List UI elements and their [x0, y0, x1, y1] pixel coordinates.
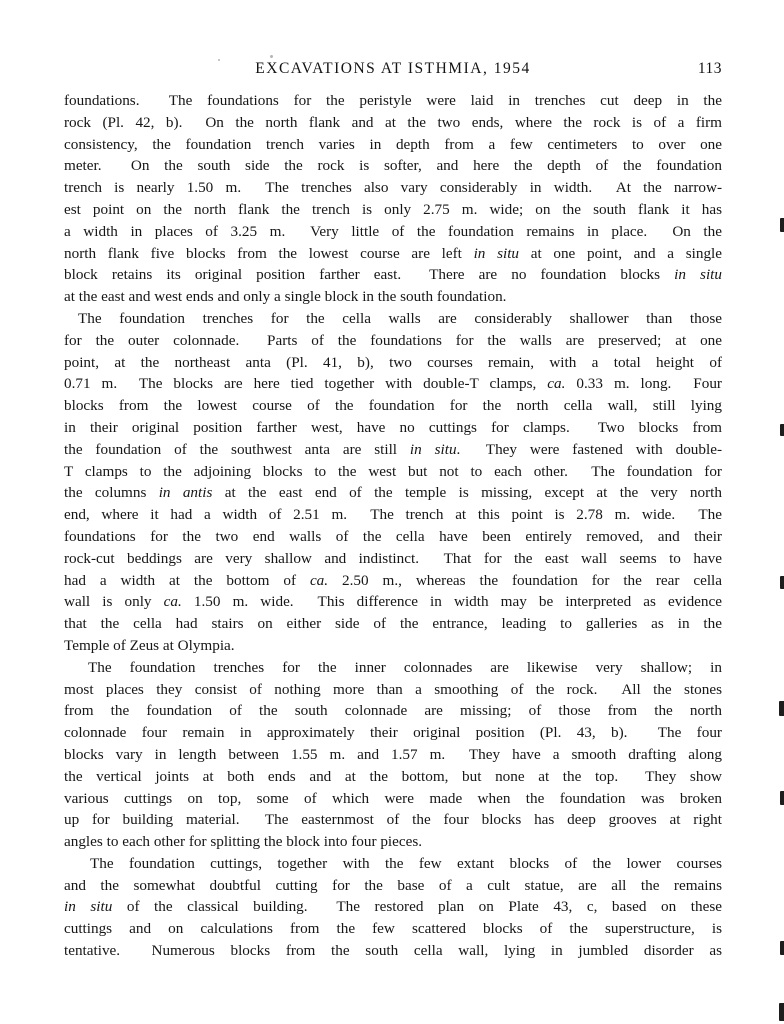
text-segment: 0.33 m. long. Four — [565, 375, 722, 393]
text-segment: The foundation cuttings, together with the few extant blocks of the lower courses — [90, 854, 722, 872]
text-line — [64, 548, 722, 570]
scan-edge-mark — [780, 941, 784, 955]
text-segment: est point on the north flank the trench is only 2.75 m. wide; on the south flank it has — [64, 200, 722, 218]
text-line — [64, 831, 722, 853]
text-segment: Temple of Zeus at Olympia. — [64, 636, 235, 654]
text-segment: The foundation trenches for the inner colonnades are likewise very shallow; in — [88, 658, 722, 676]
text-segment: block retains its original position farther east. There are no foundation blocks — [64, 266, 675, 284]
text-line — [64, 286, 722, 308]
text-segment: 1.50 m. wide. This difference in width may be interpreted as evidence — [181, 593, 722, 611]
text-segment: foundations for the two end walls of the cella have been entirely removed, and their — [64, 527, 722, 545]
text-line — [64, 308, 722, 330]
text-segment: foundations. The foundations for the peristyle were laid in trenches cut deep in the — [64, 92, 722, 109]
scan-speck — [218, 59, 220, 61]
text-segment: north flank five blocks from the lowest course are left — [64, 244, 474, 262]
text-segment: 2.50 m., whereas the foundation for the rear cella — [328, 571, 722, 589]
text-line — [64, 853, 722, 875]
page-header-title: EXCAVATIONS AT ISTHMIA, 1954 — [255, 60, 531, 77]
text-line — [64, 744, 722, 766]
text-line — [64, 788, 722, 810]
paragraph — [64, 90, 722, 308]
text-segment: colonnade four remain in approximately their original position (Pl. 43, b). The four — [64, 724, 722, 742]
scan-edge-mark — [780, 791, 784, 805]
text-segment: end, where it had a width of 2.51 m. The trench at this point is 2.78 m. wide. The — [64, 506, 722, 524]
body-text — [64, 90, 722, 962]
page-number: 113 — [697, 60, 722, 77]
text-line — [64, 352, 722, 374]
text-line — [64, 155, 722, 177]
running-header — [64, 59, 722, 79]
text-segment: from the foundation of the south colonnade are missing; of those from the north — [64, 702, 722, 720]
text-line — [64, 700, 722, 722]
text-segment: consistency, the foundation trench varies in depth from a few centimeters to over one — [64, 135, 722, 153]
text-line — [64, 875, 722, 897]
text-line — [64, 482, 722, 504]
text-segment: . They were fastened with double- — [456, 440, 722, 458]
text-segment: blocks from the lowest course of the foundation for the north cella wall, still lying — [64, 397, 722, 415]
scan-edge-mark — [780, 576, 784, 589]
text-segment: 0.71 m. The blocks are here tied together with double-T clamps, — [64, 375, 548, 393]
scan-edge-mark — [780, 218, 784, 232]
text-line — [64, 722, 722, 744]
italic-text-segment: ca. — [309, 571, 329, 589]
text-segment: trench is nearly 1.50 m. The trenches also vary considerably in width. At the narrow- — [64, 179, 722, 197]
text-segment: the vertical joints at both ends and at the bottom, but none at the top. They show — [64, 767, 722, 785]
italic-text-segment: in antis — [158, 484, 213, 502]
text-line — [64, 657, 722, 679]
text-line — [64, 330, 722, 352]
text-line — [64, 395, 722, 417]
text-segment: had a width at the bottom of — [64, 571, 310, 589]
text-segment: rock (Pl. 42, b). On the north flank and at the two ends, where the rock is of a firm — [64, 113, 722, 131]
text-line — [64, 613, 722, 635]
text-line — [64, 134, 722, 156]
text-segment: for the outer colonnade. Parts of the foundations for the walls are preserved; at one — [64, 331, 722, 349]
text-segment: cuttings and on calculations from the few scattered blocks of the superstructure, is — [64, 920, 722, 938]
text-line — [64, 373, 722, 395]
text-segment: at the east and west ends and only a single block in the south foundation. — [64, 288, 507, 306]
text-segment: rock-cut beddings are very shallow and indistinct. That for the east wall seems to have — [64, 549, 722, 567]
italic-text-segment: in situ — [674, 266, 722, 284]
text-line — [64, 264, 722, 286]
text-line — [64, 635, 722, 657]
italic-text-segment: in situ — [64, 898, 113, 916]
scan-edge-mark — [779, 1003, 784, 1021]
text-line — [64, 439, 722, 461]
text-segment: point, at the northeast anta (Pl. 41, b), two courses remain, with a total height of — [64, 353, 722, 371]
italic-text-segment: ca. — [163, 593, 182, 611]
text-segment: most places they consist of nothing more than a smoothing of the rock. All the stones — [64, 680, 722, 698]
text-line — [64, 896, 722, 918]
text-line — [64, 177, 722, 199]
text-segment: the foundation of the southwest anta are still — [64, 440, 410, 458]
text-line — [64, 112, 722, 134]
text-line — [64, 570, 722, 592]
paragraph — [64, 308, 722, 657]
text-segment: in their original position farther west, have no cuttings for clamps. Two blocks from — [64, 418, 722, 436]
text-segment: tentative. Numerous blocks from the south cella wall, lying in jumbled disorder as — [64, 942, 722, 960]
text-segment: a width in places of 3.25 m. Very little of the foundation remains in place. On the — [64, 222, 722, 240]
paragraph — [64, 853, 722, 962]
text-line — [64, 504, 722, 526]
italic-text-segment: ca. — [547, 375, 566, 393]
text-segment: meter. On the south side the rock is softer, and here the depth of the foundation — [64, 157, 722, 175]
text-line — [64, 766, 722, 788]
text-line — [64, 591, 722, 613]
text-line — [64, 679, 722, 701]
text-line — [64, 526, 722, 548]
text-line — [64, 90, 722, 112]
text-segment: that the cella had stairs on either side of the entrance, leading to galleries as in the — [64, 615, 722, 633]
text-line — [64, 940, 722, 962]
text-segment: various cuttings on top, some of which were made when the foundation was broken — [64, 789, 722, 807]
text-segment: wall is only — [64, 593, 164, 611]
text-line — [64, 809, 722, 831]
text-line — [64, 918, 722, 940]
text-segment: at one point, and a single — [519, 244, 722, 262]
text-line — [64, 417, 722, 439]
text-line — [64, 221, 722, 243]
text-line — [64, 461, 722, 483]
text-line — [64, 199, 722, 221]
text-segment: and the somewhat doubtful cutting for the base of a cult statue, are all the remains — [64, 876, 722, 894]
text-line — [64, 243, 722, 265]
text-segment: angles to each other for splitting the block into four pieces. — [64, 833, 423, 851]
text-segment: blocks vary in length between 1.55 m. and 1.57 m. They have a smooth drafting along — [64, 745, 722, 763]
scan-edge-mark — [779, 701, 784, 716]
italic-text-segment: in situ — [473, 244, 520, 262]
text-segment: T clamps to the adjoining blocks to the west but not to each other. The foundation for — [64, 462, 722, 480]
text-segment: The foundation trenches for the cella walls are considerably shallower than those — [78, 309, 722, 327]
paragraph — [64, 657, 722, 853]
scan-edge-mark — [780, 424, 784, 436]
text-segment: up for building material. The easternmost of the four blocks has deep grooves at right — [64, 811, 722, 829]
text-segment: the columns — [64, 484, 159, 502]
scan-speck — [270, 55, 273, 58]
italic-text-segment: in situ — [409, 440, 457, 458]
text-segment: at the east end of the temple is missing, except at the very north — [212, 484, 722, 502]
text-segment: of the classical building. The restored plan on Plate 43, c, based on these — [112, 898, 722, 916]
